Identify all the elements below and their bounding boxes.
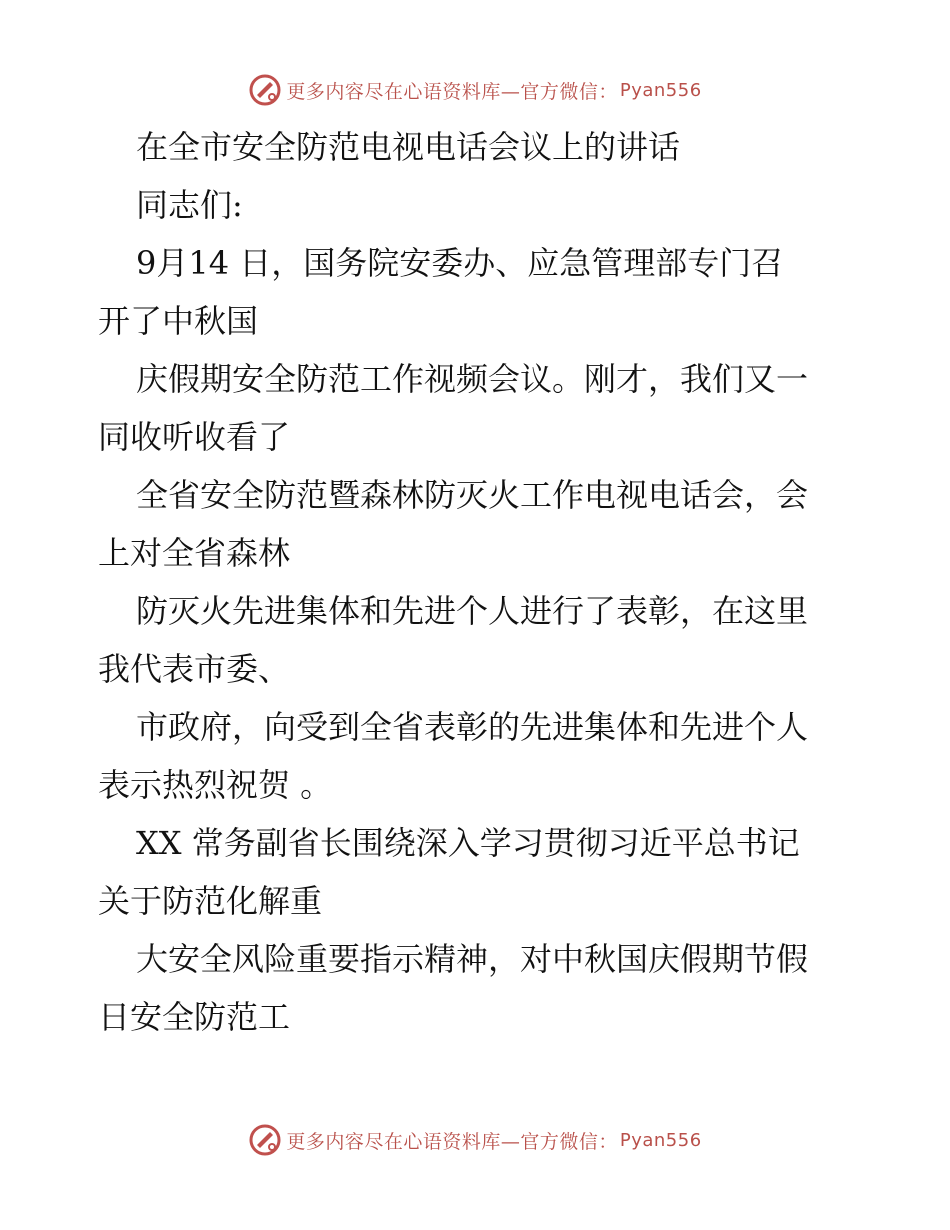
text-line: 开了中秋国 <box>98 302 259 340</box>
text-line: XX 常务副省长围绕深入学习贯彻习近平总书记 <box>136 824 800 862</box>
logo-icon <box>248 73 282 107</box>
text-line: 9月14 日，国务院安委办、应急管理部专门召 <box>136 244 784 282</box>
text-line: 表示热烈祝贺 。 <box>98 766 333 804</box>
text-line: 市政府，向受到全省表彰的先进集体和先进个人 <box>136 708 809 746</box>
text-line: 庆假期安全防范工作视频会议。刚才，我们又一 <box>136 360 809 398</box>
text-line: 关于防范化解重 <box>98 882 323 920</box>
text-line: 日安全防范工 <box>98 998 291 1036</box>
header-banner <box>0 70 950 110</box>
salutation: 同志们: <box>136 186 243 224</box>
footer-banner <box>0 1120 950 1160</box>
text-line: 大安全风险重要指示精神，对中秋国庆假期节假 <box>136 940 809 978</box>
logo-icon <box>248 1123 282 1157</box>
text-line: 全省安全防范暨森林防灭火工作电视电话会，会 <box>136 476 809 514</box>
banner-text: 更多内容尽在心语资料库—官方微信： <box>286 80 618 103</box>
text-line: 上对全省森林 <box>98 534 291 572</box>
document-title: 在全市安全防范电视电话会议上的讲话 <box>136 128 681 166</box>
banner-text: 更多内容尽在心语资料库—官方微信： <box>286 1130 618 1153</box>
text-line: 防灭火先进集体和先进个人进行了表彰，在这里 <box>136 592 809 630</box>
text-line: 我代表市委、 <box>98 650 291 688</box>
speech-body <box>98 118 858 1046</box>
text-line: 同收听收看了 <box>98 418 291 456</box>
banner-wechat-id: Pyan556 <box>619 79 702 101</box>
banner-wechat-id: Pyan556 <box>619 1129 702 1151</box>
